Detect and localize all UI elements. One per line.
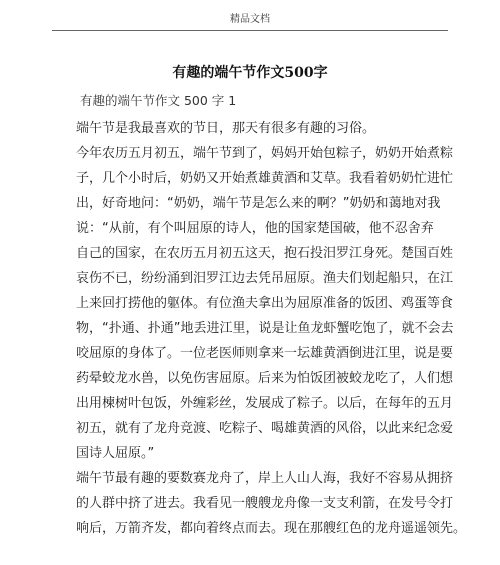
- body-line: 端午节是我最喜欢的节日，那天有很多有趣的习俗。: [76, 121, 376, 136]
- page-header: [0, 0, 500, 30]
- body-line: 响后，万箭齐发，都向着终点而去。现在那艘红色的龙舟遥遥领先。: [76, 521, 467, 536]
- body-line: 端午节最有趣的要数赛龙舟了，岸上人山人海，我好不容易从拥挤: [76, 471, 454, 486]
- body-line: 子，几个小时后，奶奶又开始煮雄黄酒和艾草。我看着奶奶忙进忙: [76, 171, 454, 186]
- body-line: 今年农历五月初五，端午节到了，妈妈开始包粽子，奶奶开始煮粽: [76, 146, 454, 161]
- document-title: 有趣的端午节作文500字: [172, 65, 328, 81]
- body-line: 国诗人屈原。”: [76, 446, 155, 461]
- body-line: 出用楝树叶包饭，外缠彩丝，发展成了粽子。以后，在每年的五月: [76, 396, 454, 411]
- body-line: 的人群中挤了进去。我看见一艘艘龙舟像一支支利箭，在发号令打: [76, 496, 454, 511]
- document-body: [76, 116, 467, 541]
- body-line: 初五，就有了龙舟竞渡、吃粽子、喝雄黄酒的风俗，以此来纪念爱: [76, 421, 454, 436]
- body-line: 自己的国家，在农历五月初五这天，抱石投汨罗江身死。楚国百姓: [76, 246, 454, 261]
- body-line: 咬屈原的身体了。一位老医师则拿来一坛雄黄酒倒进江里，说是要: [76, 346, 454, 361]
- body-line: 出，好奇地问：“奶奶，端午节是怎么来的啊？”奶奶和蔼地对我: [76, 196, 441, 211]
- header-text: 精品文档: [230, 14, 270, 25]
- header-divider: [52, 30, 448, 31]
- body-line: 上来回打捞他的躯体。有位渔夫拿出为屈原准备的饭团、鸡蛋等食: [76, 296, 454, 311]
- body-line: 哀伤不已，纷纷涌到汨罗江边去凭吊屈原。渔夫们划起船只，在江: [76, 271, 454, 286]
- document-subtitle: 有趣的端午节作文 500 字 1: [80, 93, 237, 108]
- body-line: 药晕蛟龙水兽，以免伤害屈原。后来为怕饭团被蛟龙吃了，人们想: [76, 371, 454, 386]
- body-line: 物，“扑通、扑通”地丢进江里，说是让鱼龙虾蟹吃饱了，就不会去: [76, 321, 454, 336]
- body-line: 说：“从前，有个叫屈原的诗人，他的国家楚国破，他不忍舍弃: [76, 221, 434, 236]
